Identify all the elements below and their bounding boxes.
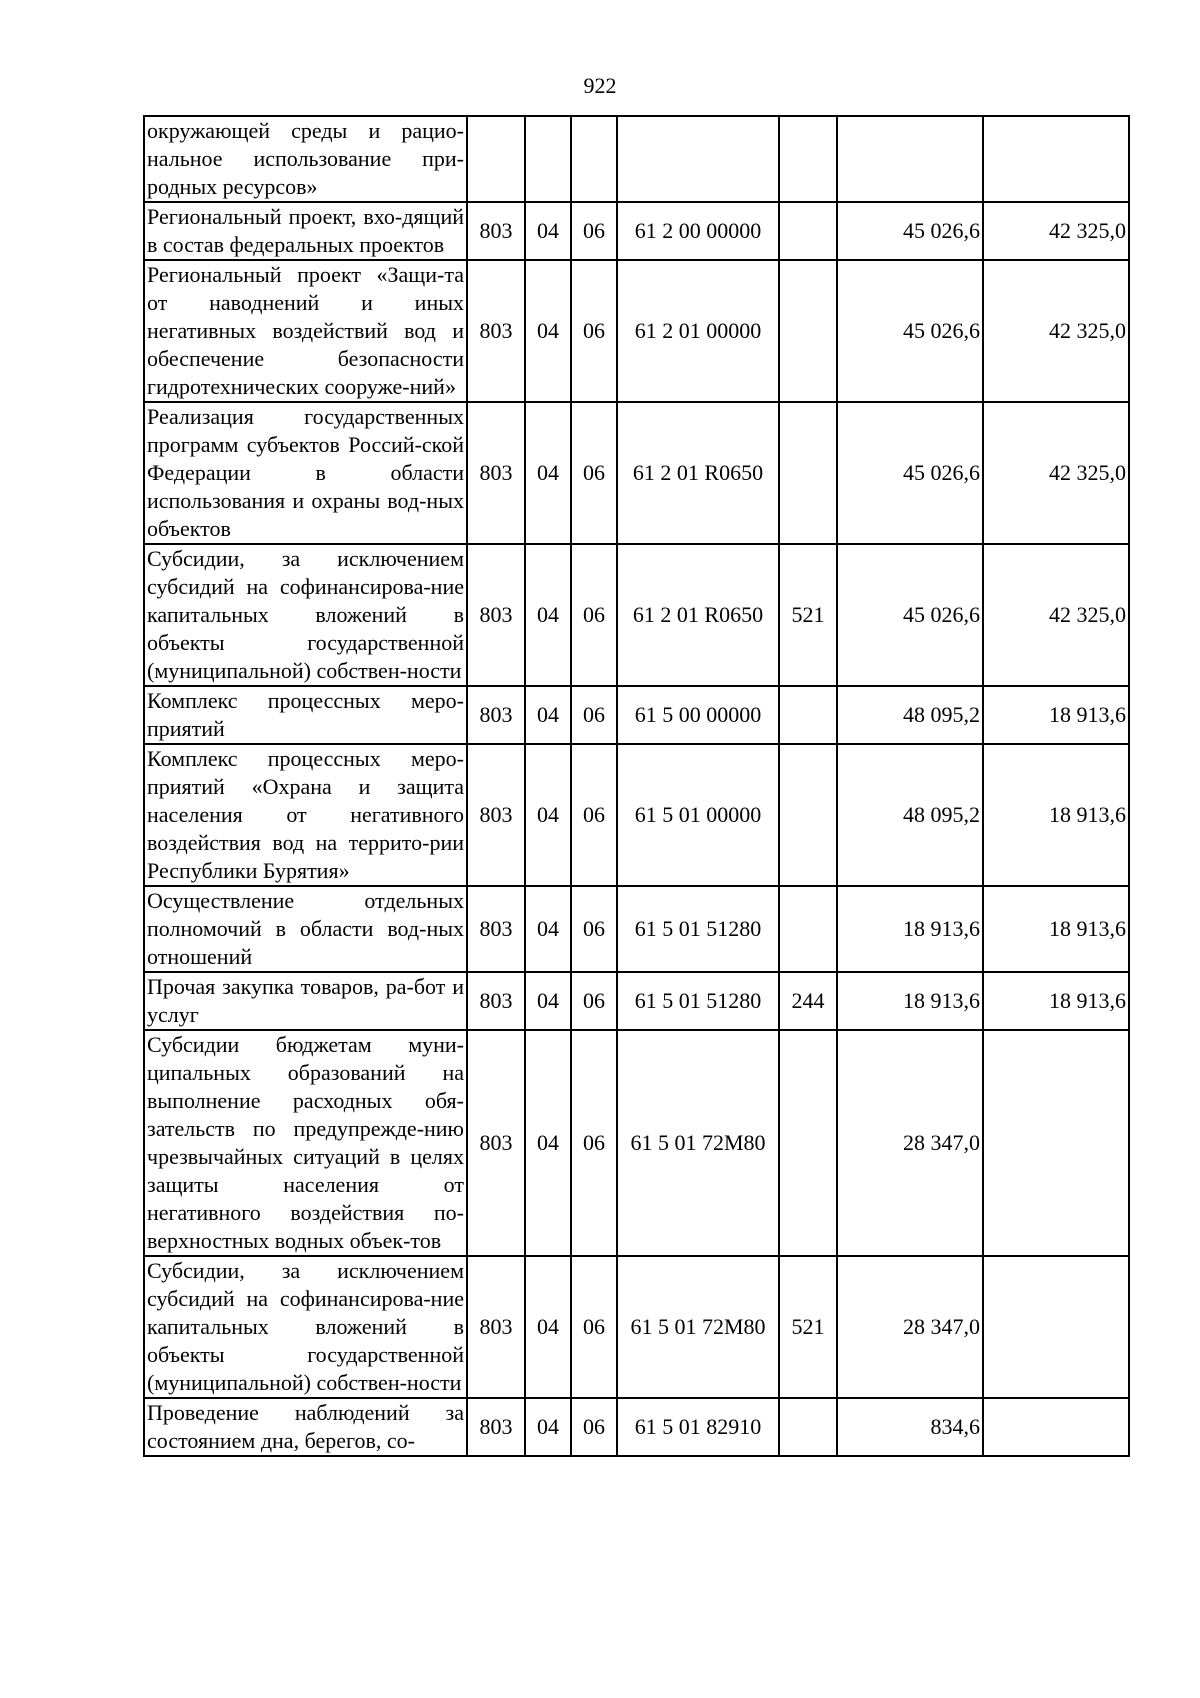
row-pr-cell: 06 xyxy=(571,886,617,972)
row-ved-cell: 803 xyxy=(467,972,525,1030)
row-rz-cell: 04 xyxy=(525,686,571,744)
row-name-cell: Субсидии бюджетам муни-ципальных образований на выполнение расходных обя-зательств по предупрежде-нию чрезвычайных ситуаций в целях защиты населения от негативного воздействия по-верхностных водных объек-тов xyxy=(144,1030,467,1256)
row-sum1-cell: 28 347,0 xyxy=(837,1256,983,1398)
table-row xyxy=(144,544,1129,686)
row-name-cell: Проведение наблюдений за состоянием дна, берегов, со- xyxy=(144,1398,467,1456)
row-rz-cell: 04 xyxy=(525,260,571,402)
table-row xyxy=(144,1398,1129,1456)
row-sum2-cell: 42 325,0 xyxy=(983,260,1129,402)
row-pr-cell: 06 xyxy=(571,402,617,544)
row-sum2-cell xyxy=(983,1256,1129,1398)
table-row xyxy=(144,686,1129,744)
row-vr-cell: 521 xyxy=(779,544,837,686)
row-sum1-cell: 45 026,6 xyxy=(837,202,983,260)
row-sum2-cell: 42 325,0 xyxy=(983,402,1129,544)
row-vr-cell: 521 xyxy=(779,1256,837,1398)
row-pr-cell: 06 xyxy=(571,202,617,260)
row-sum2-cell: 42 325,0 xyxy=(983,544,1129,686)
row-sum1-cell: 48 095,2 xyxy=(837,744,983,886)
row-name-cell: Прочая закупка товаров, ра-бот и услуг xyxy=(144,972,467,1030)
row-sum2-cell xyxy=(983,1398,1129,1456)
row-rz-cell xyxy=(525,116,571,202)
row-vr-cell xyxy=(779,202,837,260)
row-name-cell: Региональный проект, вхо-дящий в состав федеральных проектов xyxy=(144,202,467,260)
row-sum2-cell xyxy=(983,1030,1129,1256)
table-row xyxy=(144,1030,1129,1256)
row-sum1-cell: 18 913,6 xyxy=(837,886,983,972)
row-csr-cell: 61 2 01 00000 xyxy=(617,260,779,402)
row-name-cell: Региональный проект «Защи-та от наводнений и иных негативных воздействий вод и обеспечение безопасности гидротехнических сооруже-ний» xyxy=(144,260,467,402)
row-sum2-cell: 42 325,0 xyxy=(983,202,1129,260)
row-sum1-cell: 45 026,6 xyxy=(837,260,983,402)
row-sum2-cell: 18 913,6 xyxy=(983,686,1129,744)
row-name-cell: окружающей среды и рацио-нальное использование при-родных ресурсов» xyxy=(144,116,467,202)
row-pr-cell: 06 xyxy=(571,686,617,744)
row-name-cell: Реализация государственных программ субъектов Россий-ской Федерации в области использования и охраны вод-ных объектов xyxy=(144,402,467,544)
row-vr-cell xyxy=(779,260,837,402)
row-vr-cell: 244 xyxy=(779,972,837,1030)
row-rz-cell: 04 xyxy=(525,1398,571,1456)
row-pr-cell: 06 xyxy=(571,1398,617,1456)
row-csr-cell: 61 2 01 R0650 xyxy=(617,544,779,686)
row-rz-cell: 04 xyxy=(525,544,571,686)
row-csr-cell: 61 5 01 72M80 xyxy=(617,1030,779,1256)
row-vr-cell xyxy=(779,886,837,972)
row-name-cell: Комплекс процессных меро-приятий xyxy=(144,686,467,744)
table-row xyxy=(144,972,1129,1030)
row-ved-cell: 803 xyxy=(467,260,525,402)
row-rz-cell: 04 xyxy=(525,886,571,972)
row-vr-cell xyxy=(779,744,837,886)
row-ved-cell: 803 xyxy=(467,1030,525,1256)
row-vr-cell xyxy=(779,116,837,202)
table-row xyxy=(144,402,1129,544)
row-rz-cell: 04 xyxy=(525,744,571,886)
row-rz-cell: 04 xyxy=(525,1030,571,1256)
row-ved-cell xyxy=(467,116,525,202)
table-row xyxy=(144,1256,1129,1398)
row-vr-cell xyxy=(779,1398,837,1456)
row-sum1-cell: 28 347,0 xyxy=(837,1030,983,1256)
table-row xyxy=(144,202,1129,260)
row-ved-cell: 803 xyxy=(467,402,525,544)
row-sum1-cell xyxy=(837,116,983,202)
table-row xyxy=(144,744,1129,886)
row-csr-cell: 61 2 00 00000 xyxy=(617,202,779,260)
row-vr-cell xyxy=(779,686,837,744)
row-csr-cell: 61 5 01 51280 xyxy=(617,886,779,972)
row-ved-cell: 803 xyxy=(467,744,525,886)
row-csr-cell: 61 5 01 82910 xyxy=(617,1398,779,1456)
row-sum2-cell: 18 913,6 xyxy=(983,744,1129,886)
row-csr-cell: 61 2 01 R0650 xyxy=(617,402,779,544)
row-ved-cell: 803 xyxy=(467,686,525,744)
budget-table-body xyxy=(144,116,1129,1456)
row-name-cell: Комплекс процессных меро-приятий «Охрана и защита населения от негативного воздействия вод на террито-рии Республики Бурятия» xyxy=(144,744,467,886)
row-sum1-cell: 45 026,6 xyxy=(837,402,983,544)
row-csr-cell: 61 5 01 51280 xyxy=(617,972,779,1030)
row-sum2-cell: 18 913,6 xyxy=(983,886,1129,972)
row-sum2-cell: 18 913,6 xyxy=(983,972,1129,1030)
row-sum1-cell: 834,6 xyxy=(837,1398,983,1456)
budget-table xyxy=(143,115,1130,1457)
row-rz-cell: 04 xyxy=(525,202,571,260)
row-vr-cell xyxy=(779,1030,837,1256)
row-ved-cell: 803 xyxy=(467,544,525,686)
row-ved-cell: 803 xyxy=(467,1398,525,1456)
row-rz-cell: 04 xyxy=(525,972,571,1030)
row-csr-cell: 61 5 00 00000 xyxy=(617,686,779,744)
row-pr-cell: 06 xyxy=(571,544,617,686)
row-csr-cell: 61 5 01 00000 xyxy=(617,744,779,886)
row-csr-cell: 61 5 01 72M80 xyxy=(617,1256,779,1398)
row-csr-cell xyxy=(617,116,779,202)
row-name-cell: Субсидии, за исключением субсидий на софинансирова-ние капитальных вложений в объекты государственной (муниципальной) собствен-ности xyxy=(144,1256,467,1398)
row-ved-cell: 803 xyxy=(467,202,525,260)
row-ved-cell: 803 xyxy=(467,1256,525,1398)
row-pr-cell: 06 xyxy=(571,972,617,1030)
row-name-cell: Осуществление отдельных полномочий в области вод-ных отношений xyxy=(144,886,467,972)
row-pr-cell: 06 xyxy=(571,1256,617,1398)
table-row xyxy=(144,886,1129,972)
row-sum1-cell: 45 026,6 xyxy=(837,544,983,686)
row-name-cell: Субсидии, за исключением субсидий на софинансирова-ние капитальных вложений в объекты государственной (муниципальной) собствен-ности xyxy=(144,544,467,686)
row-pr-cell xyxy=(571,116,617,202)
row-pr-cell: 06 xyxy=(571,260,617,402)
row-vr-cell xyxy=(779,402,837,544)
row-pr-cell: 06 xyxy=(571,1030,617,1256)
row-sum2-cell xyxy=(983,116,1129,202)
row-ved-cell: 803 xyxy=(467,886,525,972)
page-number: 922 xyxy=(583,73,617,98)
row-rz-cell: 04 xyxy=(525,402,571,544)
row-rz-cell: 04 xyxy=(525,1256,571,1398)
table-row xyxy=(144,260,1129,402)
row-pr-cell: 06 xyxy=(571,744,617,886)
table-row xyxy=(144,116,1129,202)
row-sum1-cell: 18 913,6 xyxy=(837,972,983,1030)
row-sum1-cell: 48 095,2 xyxy=(837,686,983,744)
